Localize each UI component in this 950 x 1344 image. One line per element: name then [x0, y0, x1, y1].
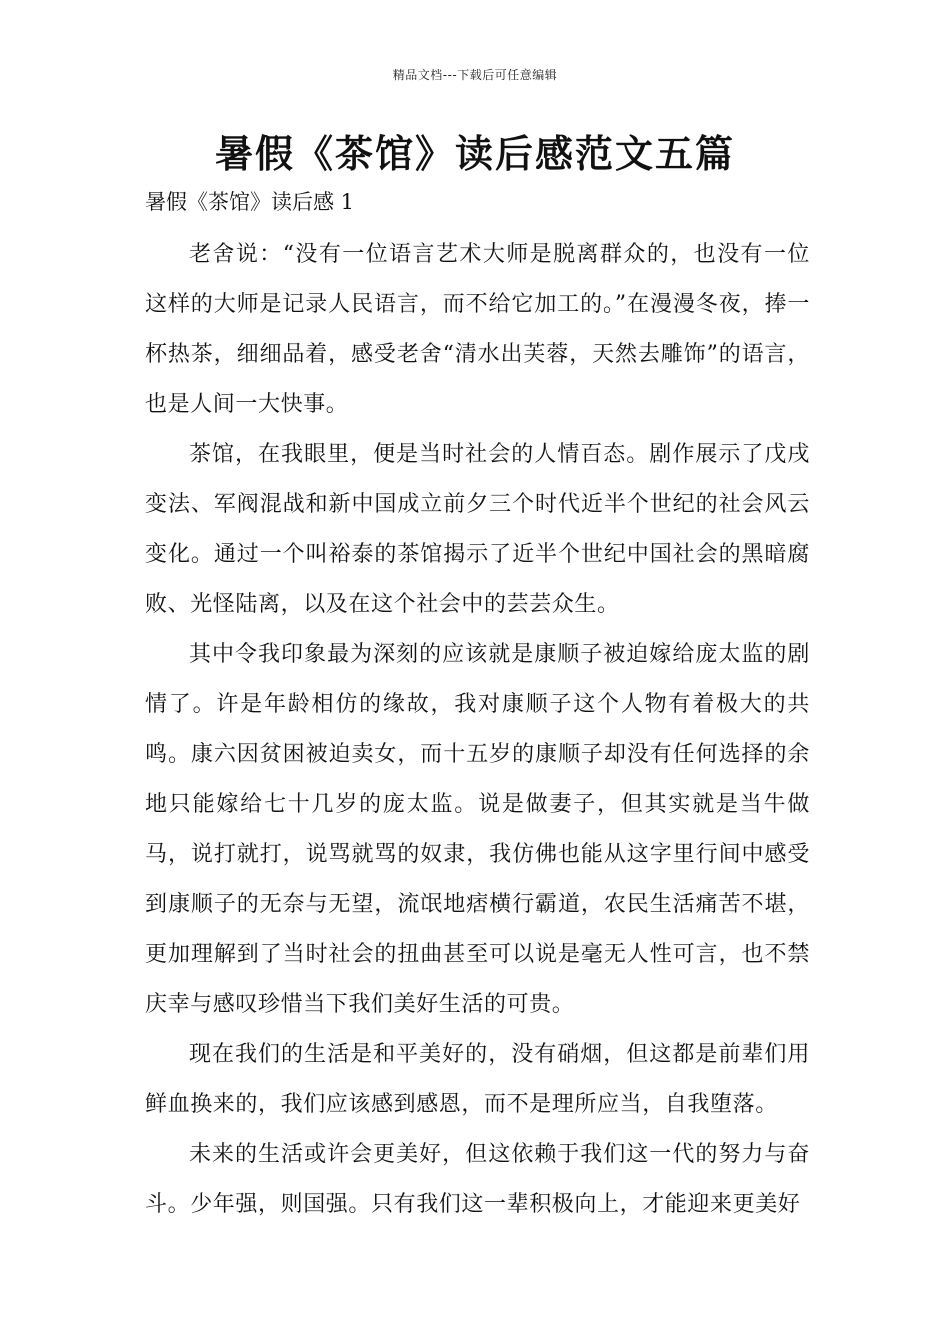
page-title: 暑假《茶馆》读后感范文五篇	[214, 132, 735, 176]
body-text	[145, 230, 810, 1230]
paragraph: 未来的生活或许会更美好，但这依赖于我们这一代的努力与奋斗。少年强，则国强。只有我们这一辈积极向上，才能迎来更美好	[145, 1142, 810, 1217]
paragraph: 其中令我印象最为深刻的应该就是康顺子被迫嫁给庞太监的剧情了。许是年龄相仿的缘故，我对康顺子这个人物有着极大的共鸣。康六因贫困被迫卖女，而十五岁的康顺子却没有任何选择的余地只能嫁给七十几岁的庞太监。说是做妻子，但其实就是当牛做马，说打就打，说骂就骂的奴隶，我仿佛也能从这字里行间中感受到康顺子的无奈与无望，流氓地痞横行霸道，农民生活痛苦不堪，更加理解到了当时社会的扭曲甚至可以说是毫无人性可言，也不禁庆幸与感叹珍惜当下我们美好生活的可贵。	[145, 642, 810, 1017]
paragraph: 老舍说：“没有一位语言艺术大师是脱离群众的，也没有一位这样的大师是记录人民语言，而不给它加工的。”在漫漫冬夜，捧一杯热茶，细细品着，感受老舍“清水出芙蓉，天然去雕饰”的语言，也是人间一大快事。	[145, 242, 810, 417]
paragraph: 茶馆，在我眼里，便是当时社会的人情百态。剧作展示了戊戌变法、军阀混战和新中国成立前夕三个时代近半个世纪的社会风云变化。通过一个叫裕泰的茶馆揭示了近半个世纪中国社会的黑暗腐败、光怪陆离，以及在这个社会中的芸芸众生。	[145, 442, 810, 617]
section-title: 暑假《茶馆》读后感 1	[145, 190, 355, 214]
header-note: 精品文档---下载后可任意编辑	[392, 68, 558, 82]
paragraph: 现在我们的生活是和平美好的，没有硝烟，但这都是前辈们用鲜血换来的，我们应该感到感恩，而不是理所应当，自我堕落。	[145, 1042, 810, 1117]
